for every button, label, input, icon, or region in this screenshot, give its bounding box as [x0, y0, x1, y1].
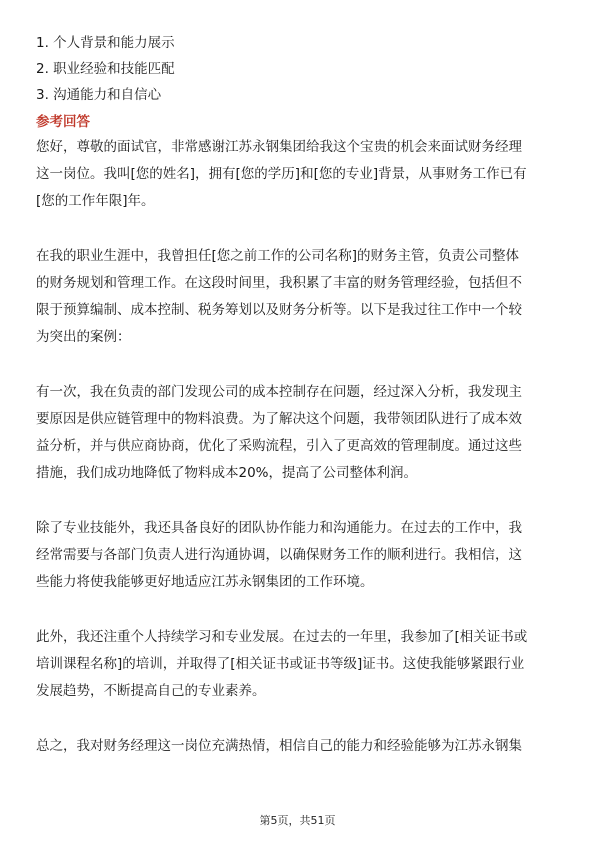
paragraph-line: 限于预算编制、成本控制、税务筹划以及财务分析等。以下是我过往工作中一个较 [36, 302, 522, 318]
paragraph [36, 624, 561, 705]
paragraph [36, 134, 561, 215]
paragraph-line: 发展趋势，不断提高自己的专业素养。 [36, 683, 266, 699]
paragraph [36, 515, 561, 596]
paragraph-line: 这一岗位。我叫[您的姓名]，拥有[您的学历]和[您的专业]背景，从事财务工作已有 [36, 166, 527, 182]
paragraph-line: 除了专业技能外，我还具备良好的团队协作能力和沟通能力。在过去的工作中，我 [36, 520, 522, 536]
paragraph-line: 益分析，并与供应商协商，优化了采购流程，引入了更高效的管理制度。通过这些 [36, 438, 522, 454]
paragraph-line: 措施，我们成功地降低了物料成本20%，提高了公司整体利润。 [36, 465, 418, 481]
paragraph-line: [您的工作年限]年。 [36, 193, 155, 209]
page-number: 第5页，共51页 [259, 814, 336, 827]
paragraph [36, 379, 561, 487]
paragraph-line: 在我的职业生涯中，我曾担任[您之前工作的公司名称]的财务主管，负责公司整体 [36, 248, 520, 264]
answer-heading: 参考回答 [36, 114, 90, 130]
paragraph [36, 243, 561, 351]
list-item: 2. 职业经验和技能匹配 [36, 61, 175, 77]
paragraph-line: 经常需要与各部门负责人进行沟通协调，以确保财务工作的顺利进行。我相信，这 [36, 547, 522, 563]
paragraph-line: 有一次，我在负责的部门发现公司的成本控制存在问题，经过深入分析，我发现主 [36, 384, 522, 400]
paragraph-line: 培训课程名称]的培训，并取得了[相关证书或证书等级]证书。这使我能够紧跟行业 [36, 656, 525, 672]
list-item: 1. 个人背景和能力展示 [36, 35, 175, 51]
paragraph [36, 733, 561, 760]
paragraph-line: 为突出的案例： [36, 329, 131, 345]
paragraph-line: 要原因是供应链管理中的物料浪费。为了解决这个问题，我带领团队进行了成本效 [36, 411, 522, 427]
paragraph-line: 总之，我对财务经理这一岗位充满热情，相信自己的能力和经验能够为江苏永钢集 [36, 738, 522, 754]
list-item: 3. 沟通能力和自信心 [36, 87, 162, 103]
paragraph-line: 的财务规划和管理工作。在这段时间里，我积累了丰富的财务管理经验，包括但不 [36, 275, 522, 291]
document-body [36, 30, 561, 788]
paragraph-line: 此外，我还注重个人持续学习和专业发展。在过去的一年里，我参加了[相关证书或 [36, 629, 528, 645]
paragraph-line: 您好，尊敬的面试官，非常感谢江苏永钢集团给我这个宝贵的机会来面试财务经理 [36, 139, 522, 155]
paragraph-line: 些能力将使我能够更好地适应江苏永钢集团的工作环境。 [36, 574, 374, 590]
